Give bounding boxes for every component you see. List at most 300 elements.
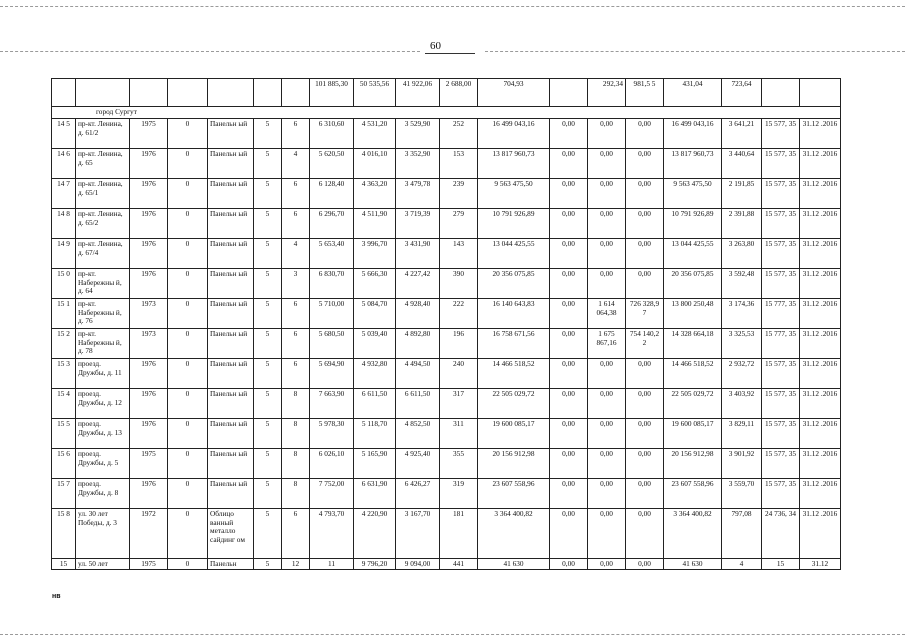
fund-cell-3: 0,00 <box>626 119 664 149</box>
entrances-cell: 6 <box>282 209 310 239</box>
limit-cost-cell: 15 577, 35 <box>762 389 800 419</box>
year-cell: 1976 <box>130 479 168 509</box>
regional-fund-cell: 14 466 518,52 <box>664 359 722 389</box>
residents-cell: 279 <box>440 209 478 239</box>
entrances-cell: 8 <box>282 479 310 509</box>
fund-cell-3: 0,00 <box>626 479 664 509</box>
residents-cell: 196 <box>440 329 478 359</box>
total-area-cell: 11 <box>310 559 354 570</box>
flag-cell: 0 <box>168 509 208 559</box>
regional-fund-cell: 23 607 558,96 <box>664 479 722 509</box>
table-row <box>52 359 841 389</box>
living-area-cell: 4 511,90 <box>354 209 396 239</box>
total-area-cell: 6 128,40 <box>310 179 354 209</box>
unit-cost-cell: 3 559,70 <box>722 479 762 509</box>
residents-cell: 239 <box>440 179 478 209</box>
year-cell: 1976 <box>130 419 168 449</box>
top-scan-line <box>0 6 905 7</box>
year-cell: 1973 <box>130 299 168 329</box>
fund-cell-2: 0,00 <box>588 119 626 149</box>
residential-area-cell: 3 479,78 <box>396 179 440 209</box>
limit-cost-cell: 24 736, 34 <box>762 509 800 559</box>
fund-cell-3: 0,00 <box>626 149 664 179</box>
row-number: 15 0 <box>52 269 76 299</box>
regional-fund-cell: 13 800 250,48 <box>664 299 722 329</box>
total-area-cell: 6 026,10 <box>310 449 354 479</box>
table-row <box>52 149 841 179</box>
floors-cell: 5 <box>254 299 282 329</box>
living-area-cell: 4 363,20 <box>354 179 396 209</box>
total-cost-cell: 14 466 518,52 <box>478 359 550 389</box>
wall-material-cell: Панельн ый <box>208 359 254 389</box>
residents-cell: 222 <box>440 299 478 329</box>
flag-cell: 0 <box>168 449 208 479</box>
flag-cell: 0 <box>168 389 208 419</box>
year-cell: 1975 <box>130 119 168 149</box>
table-row <box>52 209 841 239</box>
summary-cell <box>550 79 588 107</box>
limit-cost-cell: 15 777, 35 <box>762 299 800 329</box>
entrances-cell: 8 <box>282 389 310 419</box>
limit-cost-cell: 15 777, 35 <box>762 329 800 359</box>
flag-cell: 0 <box>168 209 208 239</box>
total-cost-cell: 16 758 671,56 <box>478 329 550 359</box>
total-cost-cell: 13 817 960,73 <box>478 149 550 179</box>
regional-fund-cell: 41 630 <box>664 559 722 570</box>
fund-cell-3: 0,00 <box>626 449 664 479</box>
total-area-cell: 6 296,70 <box>310 209 354 239</box>
flag-cell: 0 <box>168 299 208 329</box>
unit-cost-cell: 3 641,21 <box>722 119 762 149</box>
row-number: 15 3 <box>52 359 76 389</box>
total-cost-cell: 3 364 400,82 <box>478 509 550 559</box>
flag-cell: 0 <box>168 329 208 359</box>
deadline-cell: 31.12 <box>800 559 841 570</box>
fund-cell-1: 0,00 <box>550 299 588 329</box>
flag-cell: 0 <box>168 179 208 209</box>
year-cell: 1975 <box>130 559 168 570</box>
regional-fund-cell: 10 791 926,89 <box>664 209 722 239</box>
fund-cell-3: 0,00 <box>626 209 664 239</box>
residential-area-cell: 4 892,80 <box>396 329 440 359</box>
unit-cost-cell: 3 440,64 <box>722 149 762 179</box>
table-row <box>52 119 841 149</box>
summary-cell <box>762 79 800 107</box>
living-area-cell: 5 084,70 <box>354 299 396 329</box>
entrances-cell: 12 <box>282 559 310 570</box>
residents-cell: 181 <box>440 509 478 559</box>
fund-cell-2: 0,00 <box>588 359 626 389</box>
table-row <box>52 239 841 269</box>
row-number: 15 6 <box>52 449 76 479</box>
total-cost-cell: 16 499 043,16 <box>478 119 550 149</box>
fund-cell-1: 0,00 <box>550 329 588 359</box>
living-area-cell: 9 796,20 <box>354 559 396 570</box>
regional-fund-cell: 13 044 425,55 <box>664 239 722 269</box>
limit-cost-cell: 15 577, 35 <box>762 479 800 509</box>
year-cell: 1976 <box>130 269 168 299</box>
header-scan-line-right <box>485 51 905 52</box>
floors-cell: 5 <box>254 149 282 179</box>
flag-cell: 0 <box>168 479 208 509</box>
regional-fund-cell: 13 817 960,73 <box>664 149 722 179</box>
residential-area-cell: 6 611,50 <box>396 389 440 419</box>
unit-cost-cell: 3 592,48 <box>722 269 762 299</box>
housing-register-table <box>51 78 841 570</box>
summary-cell: 2 688,00 <box>440 79 478 107</box>
fund-cell-3: 0,00 <box>626 419 664 449</box>
address-cell: проезд. Дружбы, д. 8 <box>76 479 130 509</box>
fund-cell-2: 0,00 <box>588 479 626 509</box>
total-area-cell: 7 752,00 <box>310 479 354 509</box>
living-area-cell: 3 996,70 <box>354 239 396 269</box>
living-area-cell: 6 611,50 <box>354 389 396 419</box>
floors-cell: 5 <box>254 479 282 509</box>
summary-cell: 704,93 <box>478 79 550 107</box>
regional-fund-cell: 20 356 075,85 <box>664 269 722 299</box>
residential-area-cell: 3 167,70 <box>396 509 440 559</box>
fund-cell-1: 0,00 <box>550 209 588 239</box>
year-cell: 1976 <box>130 239 168 269</box>
summary-cell: 50 535,56 <box>354 79 396 107</box>
residents-cell: 319 <box>440 479 478 509</box>
fund-cell-3: 0,00 <box>626 239 664 269</box>
residents-cell: 317 <box>440 389 478 419</box>
floors-cell: 5 <box>254 359 282 389</box>
row-number: 14 5 <box>52 119 76 149</box>
limit-cost-cell: 15 577, 35 <box>762 419 800 449</box>
residential-area-cell: 3 431,90 <box>396 239 440 269</box>
floors-cell: 5 <box>254 209 282 239</box>
total-area-cell: 6 830,70 <box>310 269 354 299</box>
total-area-cell: 5 653,40 <box>310 239 354 269</box>
limit-cost-cell: 15 577, 35 <box>762 359 800 389</box>
row-number: 14 6 <box>52 149 76 179</box>
fund-cell-1: 0,00 <box>550 449 588 479</box>
summary-cell: 723,64 <box>722 79 762 107</box>
living-area-cell: 4 932,80 <box>354 359 396 389</box>
flag-cell: 0 <box>168 149 208 179</box>
year-cell: 1973 <box>130 329 168 359</box>
table-row <box>52 389 841 419</box>
residential-area-cell: 6 426,27 <box>396 479 440 509</box>
regional-fund-cell: 19 600 085,17 <box>664 419 722 449</box>
deadline-cell: 31.12 .2016 <box>800 119 841 149</box>
total-area-cell: 5 694,90 <box>310 359 354 389</box>
table-row <box>52 299 841 329</box>
limit-cost-cell: 15 577, 35 <box>762 239 800 269</box>
unit-cost-cell: 2 391,88 <box>722 209 762 239</box>
deadline-cell: 31.12 .2016 <box>800 449 841 479</box>
address-cell: пр-кт. Набережны й, д. 64 <box>76 269 130 299</box>
table-row <box>52 449 841 479</box>
floors-cell: 5 <box>254 269 282 299</box>
residents-cell: 153 <box>440 149 478 179</box>
limit-cost-cell: 15 577, 35 <box>762 449 800 479</box>
table-row <box>52 329 841 359</box>
entrances-cell: 6 <box>282 359 310 389</box>
fund-cell-3: 726 328,9 7 <box>626 299 664 329</box>
floors-cell: 5 <box>254 179 282 209</box>
row-number: 15 <box>52 559 76 570</box>
address-cell: пр-кт. Набережны й, д. 78 <box>76 329 130 359</box>
table-row <box>52 479 841 509</box>
residential-area-cell: 4 852,50 <box>396 419 440 449</box>
unit-cost-cell: 3 829,11 <box>722 419 762 449</box>
address-cell: пр-кт. Ленина, д. 65 <box>76 149 130 179</box>
fund-cell-2: 0,00 <box>588 509 626 559</box>
wall-material-cell: Панельн ый <box>208 479 254 509</box>
residential-area-cell: 3 352,90 <box>396 149 440 179</box>
total-cost-cell: 23 607 558,96 <box>478 479 550 509</box>
year-cell: 1975 <box>130 449 168 479</box>
deadline-cell: 31.12 .2016 <box>800 269 841 299</box>
fund-cell-3: 0,00 <box>626 269 664 299</box>
floors-cell: 5 <box>254 559 282 570</box>
row-number: 15 4 <box>52 389 76 419</box>
fund-cell-2: 0,00 <box>588 179 626 209</box>
residents-cell: 311 <box>440 419 478 449</box>
limit-cost-cell: 15 577, 35 <box>762 209 800 239</box>
page-number-underline <box>425 53 475 54</box>
bottom-scan-line <box>0 634 905 635</box>
total-cost-cell: 10 791 926,89 <box>478 209 550 239</box>
total-cost-cell: 19 600 085,17 <box>478 419 550 449</box>
wall-material-cell: Панельн ый <box>208 149 254 179</box>
fund-cell-2: 0,00 <box>588 419 626 449</box>
total-cost-cell: 16 140 643,83 <box>478 299 550 329</box>
residents-cell: 390 <box>440 269 478 299</box>
wall-material-cell: Панельн ый <box>208 179 254 209</box>
year-cell: 1976 <box>130 149 168 179</box>
table-row <box>52 179 841 209</box>
entrances-cell: 3 <box>282 269 310 299</box>
city-row <box>52 107 841 119</box>
address-cell: проезд. Дружбы, д. 11 <box>76 359 130 389</box>
residents-cell: 252 <box>440 119 478 149</box>
address-cell: проезд. Дружбы, д. 13 <box>76 419 130 449</box>
total-area-cell: 5 978,30 <box>310 419 354 449</box>
residential-area-cell: 4 928,40 <box>396 299 440 329</box>
limit-cost-cell: 15 <box>762 559 800 570</box>
floors-cell: 5 <box>254 239 282 269</box>
deadline-cell: 31.12 .2016 <box>800 359 841 389</box>
fund-cell-2: 0,00 <box>588 269 626 299</box>
fund-cell-1: 0,00 <box>550 419 588 449</box>
regional-fund-cell: 20 156 912,98 <box>664 449 722 479</box>
entrances-cell: 6 <box>282 179 310 209</box>
regional-fund-cell: 3 364 400,82 <box>664 509 722 559</box>
summary-row <box>52 79 841 107</box>
summary-cell: 981,5 5 <box>626 79 664 107</box>
residential-area-cell: 4 227,42 <box>396 269 440 299</box>
page-number: 60 <box>430 40 441 52</box>
unit-cost-cell: 2 191,85 <box>722 179 762 209</box>
summary-cell: 101 885,30 <box>310 79 354 107</box>
row-number: 15 8 <box>52 509 76 559</box>
unit-cost-cell: 3 901,92 <box>722 449 762 479</box>
row-number: 14 8 <box>52 209 76 239</box>
living-area-cell: 5 165,90 <box>354 449 396 479</box>
fund-cell-3: 0,00 <box>626 359 664 389</box>
address-cell: проезд. Дружбы, д. 5 <box>76 449 130 479</box>
address-cell: проезд. Дружбы, д. 12 <box>76 389 130 419</box>
table-body <box>52 79 841 570</box>
residential-area-cell: 9 094,00 <box>396 559 440 570</box>
deadline-cell: 31.12 .2016 <box>800 329 841 359</box>
total-cost-cell: 9 563 475,50 <box>478 179 550 209</box>
residents-cell: 355 <box>440 449 478 479</box>
unit-cost-cell: 3 174,36 <box>722 299 762 329</box>
unit-cost-cell: 3 403,92 <box>722 389 762 419</box>
residents-cell: 143 <box>440 239 478 269</box>
row-number: 15 1 <box>52 299 76 329</box>
table-row <box>52 559 841 570</box>
deadline-cell: 31.12 .2016 <box>800 179 841 209</box>
fund-cell-1: 0,00 <box>550 119 588 149</box>
residential-area-cell: 3 529,90 <box>396 119 440 149</box>
fund-cell-1: 0,00 <box>550 359 588 389</box>
deadline-cell: 31.12 .2016 <box>800 209 841 239</box>
living-area-cell: 5 039,40 <box>354 329 396 359</box>
address-cell: ул. 30 лет Победы, д. 3 <box>76 509 130 559</box>
entrances-cell: 4 <box>282 239 310 269</box>
row-number: 14 9 <box>52 239 76 269</box>
table-row <box>52 419 841 449</box>
wall-material-cell: Панельн ый <box>208 419 254 449</box>
address-cell: пр-кт. Ленина, д. 61/2 <box>76 119 130 149</box>
limit-cost-cell: 15 577, 35 <box>762 179 800 209</box>
fund-cell-3: 754 140,2 2 <box>626 329 664 359</box>
address-cell: пр-кт. Ленина, д. 65/1 <box>76 179 130 209</box>
footer-mark: нв <box>52 593 61 600</box>
deadline-cell: 31.12 .2016 <box>800 479 841 509</box>
fund-cell-2: 1 614 064,38 <box>588 299 626 329</box>
flag-cell: 0 <box>168 559 208 570</box>
living-area-cell: 5 118,70 <box>354 419 396 449</box>
wall-material-cell: Панельн ый <box>208 209 254 239</box>
fund-cell-1: 0,00 <box>550 509 588 559</box>
entrances-cell: 6 <box>282 509 310 559</box>
year-cell: 1976 <box>130 179 168 209</box>
residential-area-cell: 4 494,50 <box>396 359 440 389</box>
entrances-cell: 8 <box>282 419 310 449</box>
fund-cell-1: 0,00 <box>550 389 588 419</box>
flag-cell: 0 <box>168 269 208 299</box>
entrances-cell: 6 <box>282 329 310 359</box>
total-cost-cell: 41 630 <box>478 559 550 570</box>
summary-cell <box>800 79 841 107</box>
fund-cell-3: 0,00 <box>626 389 664 419</box>
fund-cell-1: 0,00 <box>550 269 588 299</box>
city-label: город Сургут <box>52 107 841 119</box>
regional-fund-cell: 16 499 043,16 <box>664 119 722 149</box>
fund-cell-2: 0,00 <box>588 449 626 479</box>
total-area-cell: 5 710,00 <box>310 299 354 329</box>
total-area-cell: 4 793,70 <box>310 509 354 559</box>
regional-fund-cell: 22 505 029,72 <box>664 389 722 419</box>
deadline-cell: 31.12 .2016 <box>800 389 841 419</box>
unit-cost-cell: 3 325,53 <box>722 329 762 359</box>
total-cost-cell: 20 156 912,98 <box>478 449 550 479</box>
address-cell: пр-кт. Набережны й, д. 76 <box>76 299 130 329</box>
total-cost-cell: 13 044 425,55 <box>478 239 550 269</box>
floors-cell: 5 <box>254 419 282 449</box>
total-area-cell: 7 663,90 <box>310 389 354 419</box>
summary-cell: 292,34 <box>588 79 626 107</box>
row-number: 15 7 <box>52 479 76 509</box>
wall-material-cell: Панельн ый <box>208 299 254 329</box>
address-cell: пр-кт. Ленина, д. 65/2 <box>76 209 130 239</box>
floors-cell: 5 <box>254 329 282 359</box>
flag-cell: 0 <box>168 419 208 449</box>
fund-cell-2: 0,00 <box>588 239 626 269</box>
wall-material-cell: Панельн ый <box>208 329 254 359</box>
fund-cell-2: 0,00 <box>588 209 626 239</box>
table-row <box>52 509 841 559</box>
fund-cell-1: 0,00 <box>550 149 588 179</box>
total-cost-cell: 20 356 075,85 <box>478 269 550 299</box>
total-area-cell: 5 680,50 <box>310 329 354 359</box>
living-area-cell: 5 666,30 <box>354 269 396 299</box>
wall-material-cell: Панельн <box>208 559 254 570</box>
residents-cell: 441 <box>440 559 478 570</box>
fund-cell-3: 0,00 <box>626 509 664 559</box>
wall-material-cell: Панельн ый <box>208 449 254 479</box>
table-row <box>52 269 841 299</box>
living-area-cell: 6 631,90 <box>354 479 396 509</box>
limit-cost-cell: 15 577, 35 <box>762 149 800 179</box>
living-area-cell: 4 531,20 <box>354 119 396 149</box>
floors-cell: 5 <box>254 509 282 559</box>
address-cell: ул. 50 лет <box>76 559 130 570</box>
row-number: 15 5 <box>52 419 76 449</box>
year-cell: 1972 <box>130 509 168 559</box>
summary-cell: 41 922,06 <box>396 79 440 107</box>
residential-area-cell: 4 925,40 <box>396 449 440 479</box>
year-cell: 1976 <box>130 359 168 389</box>
fund-cell-2: 1 675 867,16 <box>588 329 626 359</box>
living-area-cell: 4 016,10 <box>354 149 396 179</box>
summary-cell: 431,04 <box>664 79 722 107</box>
fund-cell-3: 0,00 <box>626 559 664 570</box>
wall-material-cell: Панельн ый <box>208 119 254 149</box>
fund-cell-3: 0,00 <box>626 179 664 209</box>
deadline-cell: 31.12 .2016 <box>800 149 841 179</box>
unit-cost-cell: 4 <box>722 559 762 570</box>
deadline-cell: 31.12 .2016 <box>800 419 841 449</box>
flag-cell: 0 <box>168 359 208 389</box>
flag-cell: 0 <box>168 239 208 269</box>
total-cost-cell: 22 505 029,72 <box>478 389 550 419</box>
deadline-cell: 31.12 .2016 <box>800 509 841 559</box>
fund-cell-1: 0,00 <box>550 239 588 269</box>
floors-cell: 5 <box>254 119 282 149</box>
residents-cell: 240 <box>440 359 478 389</box>
unit-cost-cell: 3 263,80 <box>722 239 762 269</box>
header-scan-line <box>0 51 420 52</box>
living-area-cell: 4 220,90 <box>354 509 396 559</box>
fund-cell-2: 0,00 <box>588 389 626 419</box>
year-cell: 1976 <box>130 209 168 239</box>
address-cell: пр-кт. Ленина, д. 67/4 <box>76 239 130 269</box>
floors-cell: 5 <box>254 449 282 479</box>
deadline-cell: 31.12 .2016 <box>800 299 841 329</box>
fund-cell-2: 0,00 <box>588 149 626 179</box>
limit-cost-cell: 15 577, 35 <box>762 119 800 149</box>
limit-cost-cell: 15 577, 35 <box>762 269 800 299</box>
entrances-cell: 8 <box>282 449 310 479</box>
